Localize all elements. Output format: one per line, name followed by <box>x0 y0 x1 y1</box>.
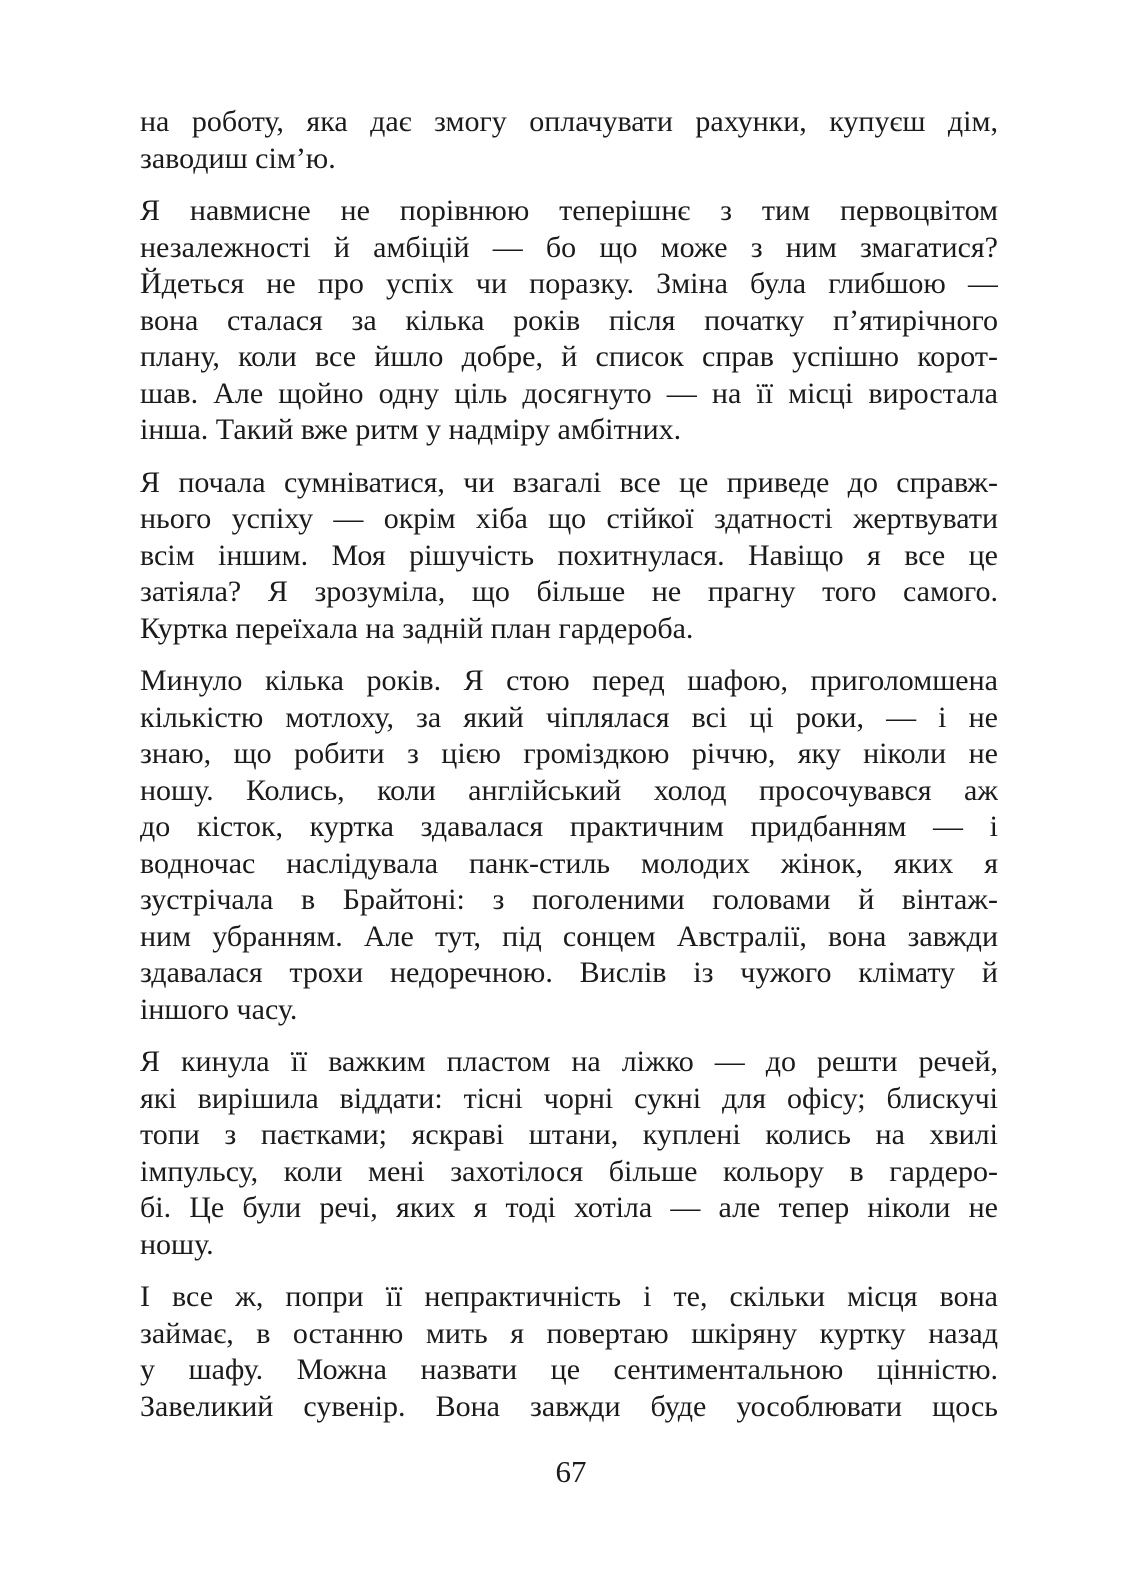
text-line: заводиш сім’ю. <box>140 141 336 175</box>
text-line: які вирішила віддати: тісні чорні сукні для офісу; блискучі <box>140 1081 998 1115</box>
text-line: зустрічала в Брайтоні: з поголеними головами й вінтаж- <box>140 883 998 916</box>
text-line: знаю, що робити з цією громіздкою річчю, яку ніколи не <box>140 737 998 770</box>
page-number: 67 <box>555 1454 587 1489</box>
text-column <box>140 104 998 1441</box>
text-line: незалежності й амбіцій — бо що може з ним змагатися? <box>140 230 998 264</box>
text-line: затіяла? Я зрозуміла, що більше не прагну того самого. <box>140 575 998 608</box>
text-line: здавалася трохи недоречною. Вислів із чужого клімату й <box>140 956 998 989</box>
text-line: плану, коли все йшло добре, й список справ успішно корот- <box>140 340 998 373</box>
text-line: всім іншим. Моя рішучість похитнулася. Навіщо я все це <box>140 538 998 572</box>
paragraph <box>140 1279 998 1425</box>
text-line: Куртка переїхала на задній план гардероба. <box>140 611 694 645</box>
text-line: Йдеться не про успіх чи поразку. Зміна була глибшою — <box>140 267 998 300</box>
text-line: вона сталася за кілька років після початку п’ятирічного <box>140 303 998 337</box>
text-line: Минуло кілька років. Я стою перед шафою, приголомшена <box>140 664 998 697</box>
text-line: І все ж, попри її непрактичність і те, скільки місця вона <box>140 1280 998 1313</box>
text-line: ношу. Колись, коли англійський холод просочувався аж <box>140 773 998 807</box>
text-line: Завеликий сувенір. Вона завжди буде уособлювати щось <box>140 1389 998 1423</box>
text-line: нього успіху — окрім хіба що стійкої здатності жертвувати <box>140 502 998 535</box>
text-line: на роботу, яка дає змогу оплачувати рахунки, купуєш дім, <box>140 105 998 138</box>
text-line: шав. Але щойно одну ціль досягнуто — на її місці виростала <box>140 376 998 410</box>
paragraph <box>140 104 998 177</box>
text-line: Я почала сумніватися, чи взагалі все це приведе до справж- <box>140 465 998 499</box>
text-line: імпульсу, коли мені захотілося більше кольору в гардеро- <box>140 1154 998 1188</box>
text-line: водночас наслідувала панк-стиль молодих жінок, яких я <box>140 846 998 880</box>
text-line: ношу. <box>140 1227 214 1261</box>
paragraph <box>140 193 998 449</box>
paragraph <box>140 465 998 648</box>
paragraph <box>140 1044 998 1263</box>
text-line: іншого часу. <box>140 992 298 1026</box>
text-line: Я кинула її важким пластом на ліжко — до решти речей, <box>140 1045 998 1078</box>
text-line: займає, в останню мить я повертаю шкіряну куртку назад <box>140 1316 998 1350</box>
text-line: кількістю мотлоху, за який чіплялася всі ці роки, — і не <box>140 700 998 734</box>
text-line: ним убранням. Але тут, під сонцем Австралії, вона завжди <box>140 919 998 953</box>
text-line: інша. Такий вже ритм у надміру амбітних. <box>140 413 682 446</box>
paragraph <box>140 663 998 1028</box>
text-line: бі. Це були речі, яких я тоді хотіла — але тепер ніколи не <box>140 1191 998 1224</box>
text-line: у шафу. Можна назвати це сентиментальною цінністю. <box>140 1353 998 1386</box>
text-line: до кісток, куртка здавалася практичним придбанням — і <box>140 810 998 843</box>
text-line: Я навмисне не порівнюю теперішнє з тим первоцвітом <box>140 194 998 227</box>
text-line: топи з паєтками; яскраві штани, куплені колись на хвилі <box>140 1118 998 1151</box>
